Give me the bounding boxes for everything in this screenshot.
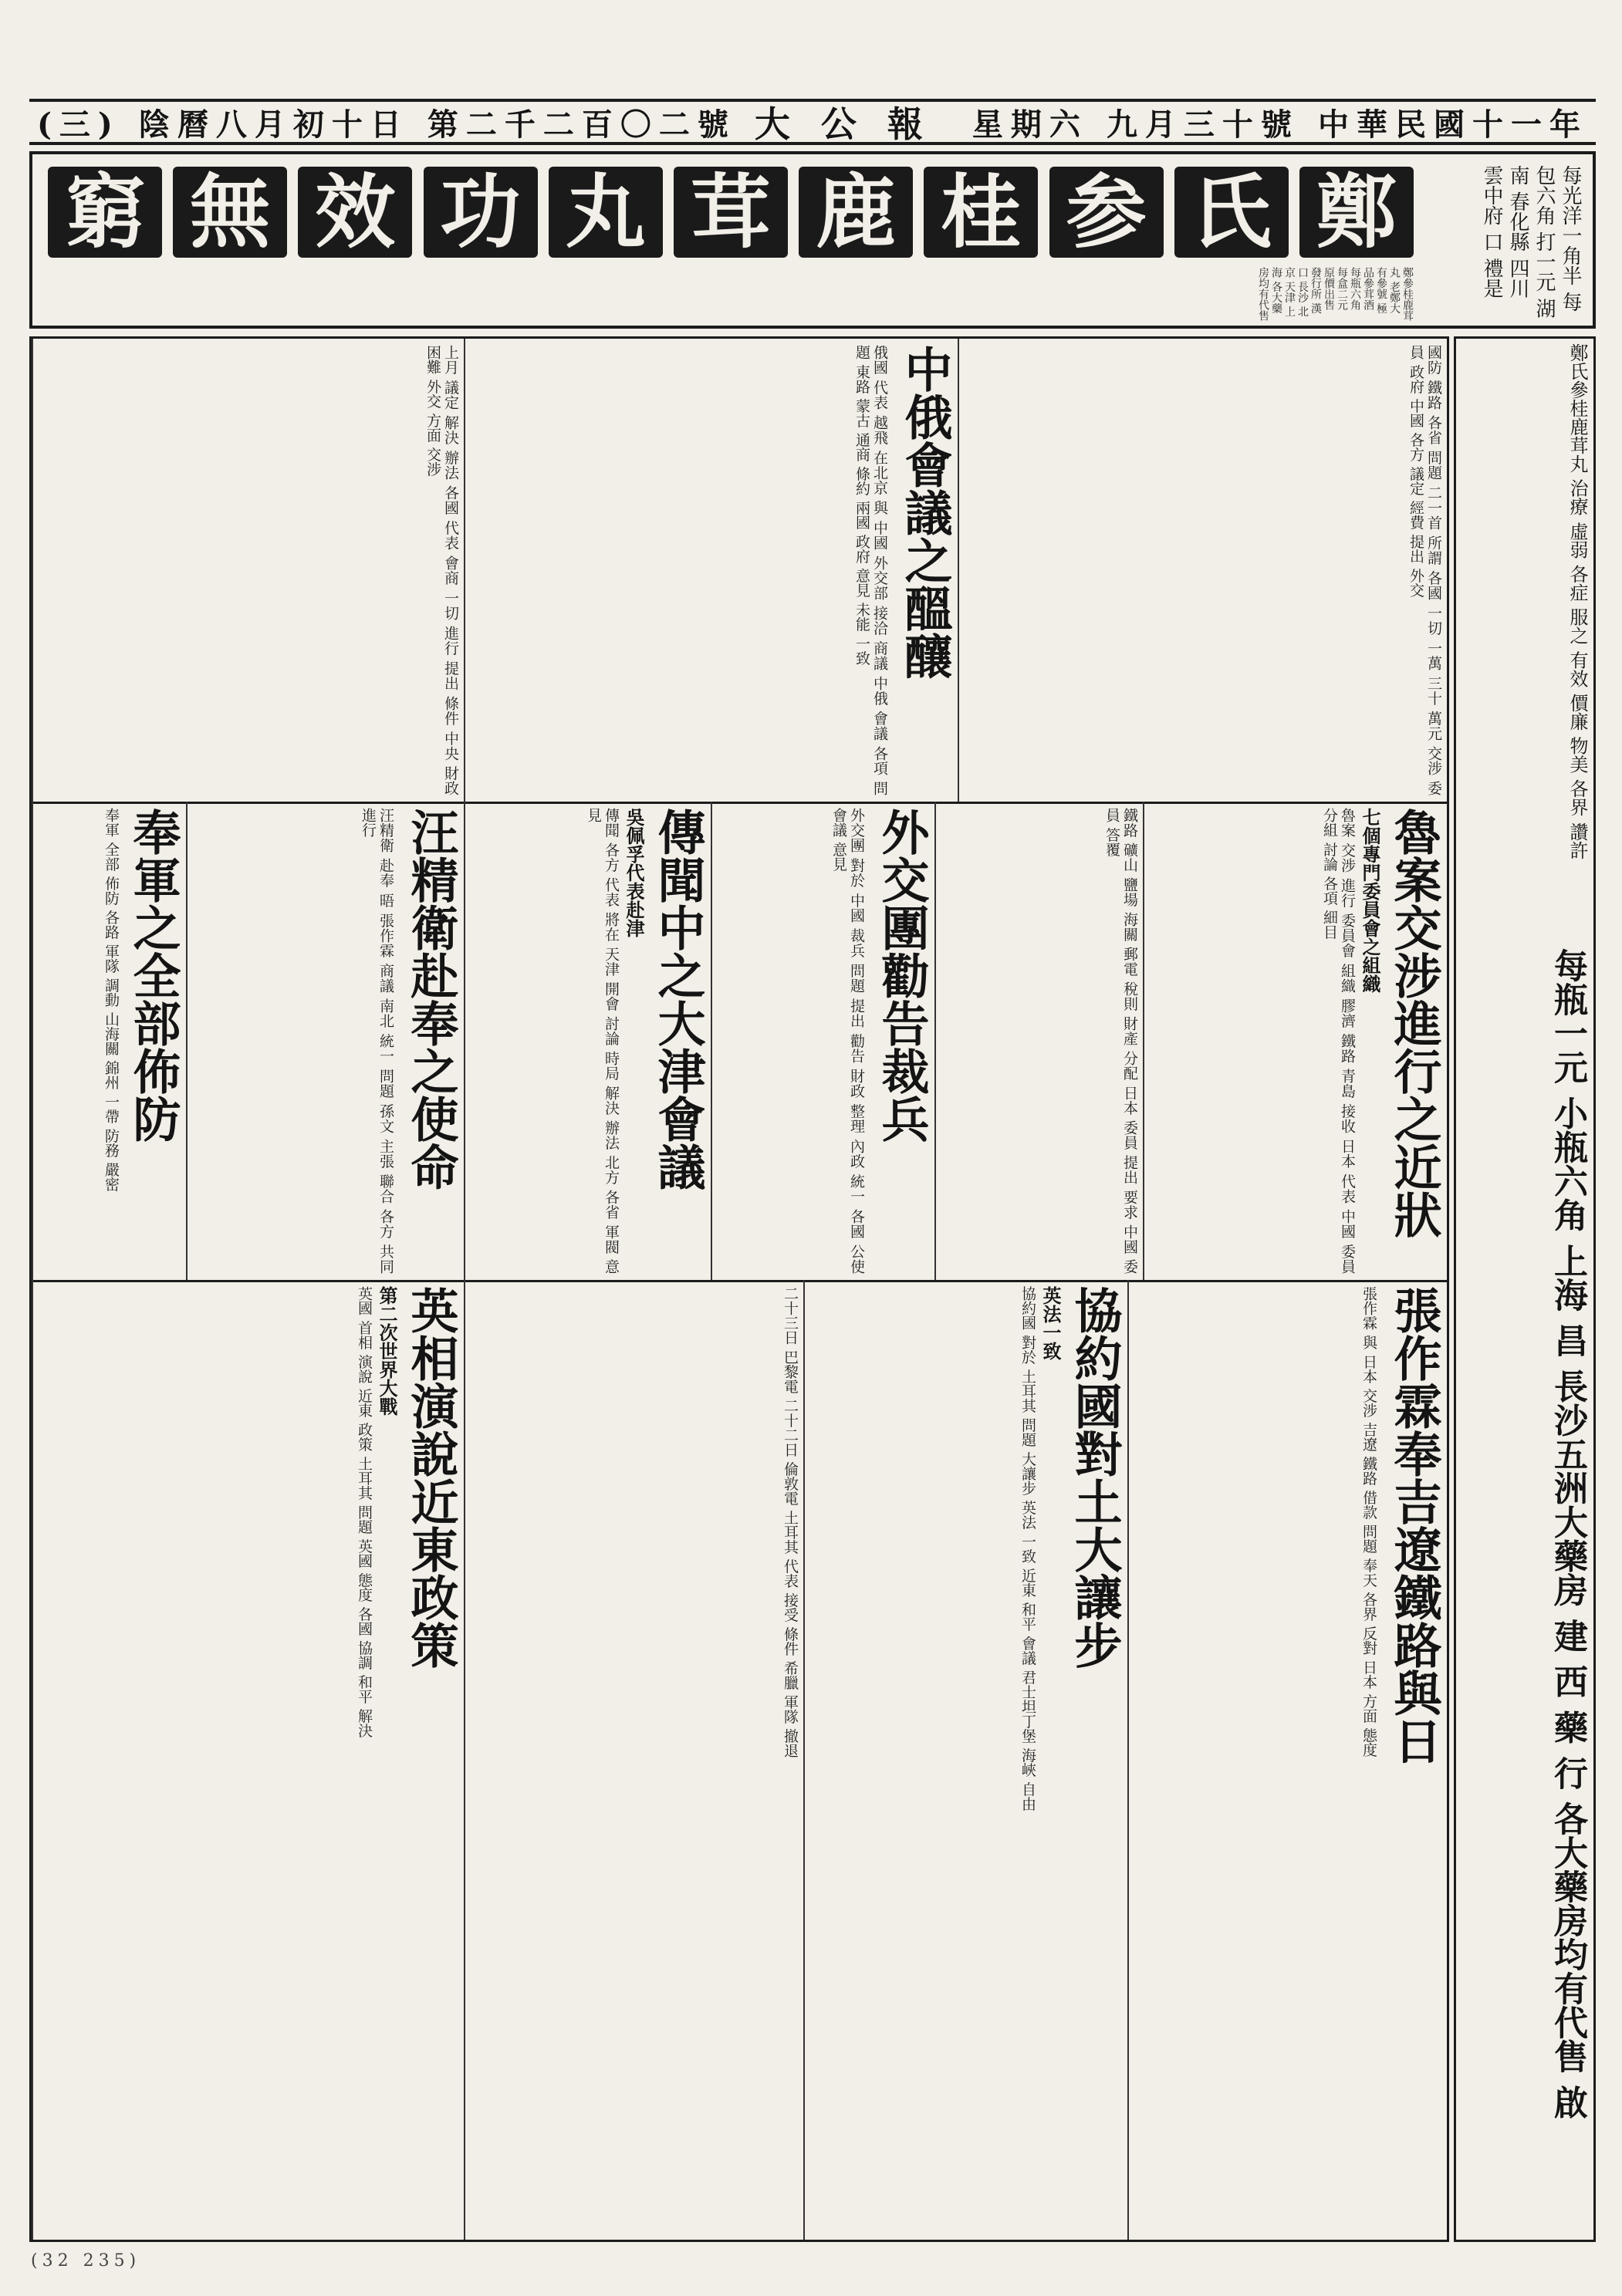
ad-char: 氏 [1174, 167, 1289, 258]
article-top-left [32, 339, 464, 802]
ad-line: 建 [1548, 1618, 1587, 1653]
headline: 汪精衛赴奉之使命 [403, 808, 459, 1190]
side-ad-prices [1461, 948, 1589, 2229]
article-zhang [1127, 1280, 1447, 2240]
article-tianjin [464, 802, 711, 1280]
ad-price-list: 每光洋一角半 每包六角 打一元 湖南 春化縣 四川 雲中府 口 禮是 [1480, 165, 1582, 319]
headline: 中俄會議之醞釀 [897, 345, 953, 680]
news-columns [29, 336, 1449, 2242]
month-day: 九月三十號 [1106, 106, 1299, 143]
headline: 魯案交涉進行之近狀 [1386, 808, 1442, 1238]
weekday: 星期六 [972, 106, 1088, 143]
page-label: (三) [37, 106, 120, 143]
subheadline: 七個專門委員會之組織 [1359, 808, 1381, 993]
article-body: 魯案 交涉 進行 委員會 組織 膠濟 鐵路 青島 接收 日本 代表 中國 委員 分組 討論 各項 細目 [1321, 808, 1356, 1274]
paper-name: 大公報 [754, 103, 954, 145]
ad-fine-print: 鄭參桂鹿茸丸 老鄭大有參號 極品參茸酒 每瓶六角 每盒二元 原價出售 發行所 漢口 長沙 北京 天津 上海 各大藥房均有代售 [1257, 267, 1414, 321]
band-bottom [32, 1280, 1447, 2240]
headline: 協約國對土大讓步 [1066, 1286, 1123, 1669]
side-ad-text: 鄭氏參桂鹿茸丸 治療 虛弱 各症 服之 有效 價廉 物美 各界 讚許 [1566, 343, 1588, 859]
ad-line: 每瓶一元 [1548, 948, 1587, 1084]
ad-char: 功 [424, 167, 538, 258]
article-fengtian-army [32, 802, 186, 1280]
headline: 傳聞中之大津會議 [650, 808, 706, 1190]
article-body: 奉軍 全部 佈防 各路 軍隊 調動 山海關 錦州 一帶 防務 嚴密 [103, 808, 120, 1192]
ad-banner [29, 151, 1596, 329]
ad-line: 上海 [1548, 1243, 1587, 1312]
article-cables [464, 1280, 803, 2240]
republic-year: 中華民國十一年 [1317, 106, 1588, 143]
ad-line: 長沙五洲大藥房 [1548, 1369, 1587, 1607]
article-mid-right [934, 802, 1143, 1280]
article-body: 俄國 代表 越飛 在北京 與 中國 外交部 接洽 商議 中俄 會議 各項 問題 東路 蒙古 通商 條約 兩國 政府 意見 未能 一致 [853, 345, 888, 795]
ad-line: 各大藥房均有代售 [1548, 1801, 1587, 2073]
article-wang [186, 802, 464, 1280]
ad-line: 昌 [1548, 1322, 1587, 1357]
lunar-date: 陰曆八月初十日 [138, 106, 409, 143]
article-body: 鐵路 礦山 鹽場 海關 郵電 稅則 財產 分配 日本 委員 提出 要求 中國 委員 答覆 [1103, 808, 1138, 1274]
subheadline: 第二次世界大戰 [376, 1286, 398, 1416]
ad-char: 丸 [549, 167, 663, 258]
band-middle [32, 802, 1447, 1282]
subheadline: 吳佩孚代表赴津 [623, 808, 645, 937]
ad-line: 藥 [1548, 1710, 1587, 1744]
article-body: 二十三日 巴黎電 二十二日 倫敦電 土耳其 代表 接受 條件 希臘 軍隊 撤退 [782, 1286, 799, 1758]
ad-char: 桂 [924, 167, 1038, 258]
headline: 外交團勸告裁兵 [874, 808, 930, 1143]
band-top [32, 339, 1447, 804]
article-sino-russian [464, 339, 958, 802]
ad-char: 参 [1049, 167, 1164, 258]
article-body: 汪精衛 赴奉 晤 張作霖 商議 南北 統一 問題 孫文 主張 聯合 各方 共同 進行 [360, 808, 394, 1274]
ad-headline [48, 165, 1414, 259]
ad-char: 效 [298, 167, 412, 258]
ad-line: 啟 [1548, 2085, 1587, 2119]
headline: 奉軍之全部佈防 [125, 808, 181, 1143]
article-body: 外交團 對於 中國 裁兵 問題 提出 勸告 財政 整理 內政 統一 各國 公使 會議 意見 [830, 808, 865, 1274]
ad-char: 鹿 [799, 167, 913, 258]
article-body: 上月 議定 解決 辦法 各國 代表 會商 一切 進行 提出 條件 中央 財政 困難 外交 方面 交涉 [424, 345, 459, 795]
article-disarm [711, 802, 934, 1280]
headline: 張作霖奉吉遼鐵路與日 [1386, 1286, 1442, 1764]
ad-char: 茸 [674, 167, 788, 258]
ad-char: 無 [173, 167, 287, 258]
article-turkey [803, 1280, 1127, 2240]
masthead [29, 99, 1596, 145]
article-body: 張作霖 與 日本 交涉 吉遼 鐵路 借款 問題 奉天 各界 反對 日本 方面 態度 [1360, 1286, 1377, 1757]
page-mark: (32 235) [31, 2251, 141, 2271]
article-body: 國防 鐵路 各省 問題 二一首 所謂 各國 一切 一萬 三十 萬元 交涉 委員 政府 中國 各方 議定 經費 提出 外交 [1407, 345, 1442, 795]
ad-line: 行 [1548, 1755, 1587, 1790]
ad-char: 窮 [48, 167, 162, 258]
article-body: 英國 首相 演說 近東 政策 土耳其 問題 英國 態度 各國 協調 和平 解決 [356, 1286, 373, 1738]
article-body: 協約國 對於 土耳其 問題 大讓步 英法 一致 近東 和平 會議 君士坦丁堡 海峽 自由 [1019, 1286, 1036, 1811]
subheadline: 英法一致 [1039, 1286, 1062, 1360]
article-body: 傳聞 各方 代表 將在 天津 開會 討論 時局 解決 辦法 北方 各省 軍閥 意見 [585, 808, 620, 1274]
article-shandong [1143, 802, 1447, 1280]
article-british-pm [32, 1280, 464, 2240]
ad-char: 鄭 [1299, 167, 1414, 258]
article-top-right [958, 339, 1447, 802]
side-advertisement [1454, 336, 1596, 2242]
headline: 英相演說近東政策 [403, 1286, 459, 1669]
ad-line: 西 [1548, 1663, 1587, 1698]
ad-line: 小瓶六角 [1548, 1096, 1587, 1232]
issue-number: 第二千二百〇二號 [427, 106, 736, 143]
